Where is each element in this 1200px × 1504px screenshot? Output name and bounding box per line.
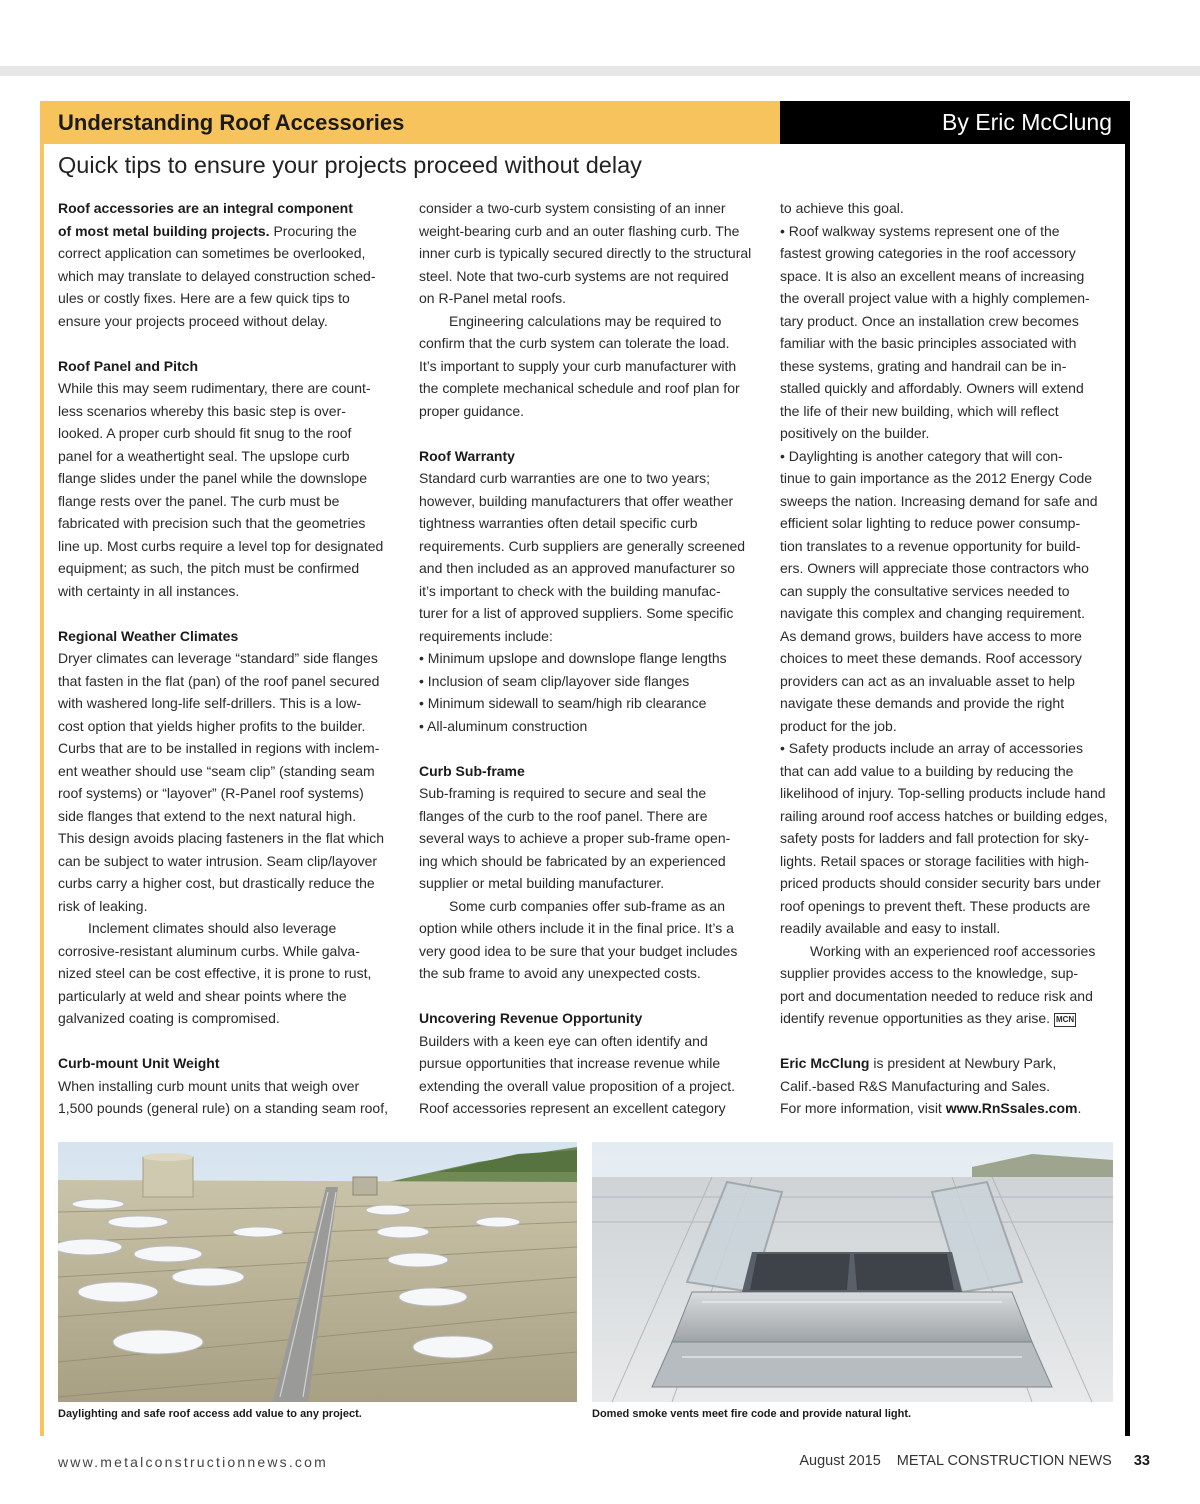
text-line: stalled quickly and affordably. Owners will extend	[780, 380, 1084, 396]
text-line: Dryer climates can leverage “standard” side flanges	[58, 650, 378, 666]
page-number: 33	[1133, 1453, 1150, 1469]
text-line: fabricated with precision such that the geometries	[58, 515, 366, 531]
frame-right-rule	[1125, 101, 1130, 1436]
text-line: sweeps the nation. Increasing demand for safe and	[780, 492, 1098, 509]
text-line: priced products should consider security bars under	[780, 875, 1101, 891]
text-line: side flanges that extend to the next natural high.	[58, 807, 357, 824]
text-line: familiar with the basic principles associated with	[780, 335, 1077, 351]
text-column-2	[419, 197, 764, 1120]
text-line: It’s important to supply your curb manufacturer with	[419, 357, 737, 374]
text-line: less scenarios whereby this basic step is over-	[58, 402, 346, 419]
section-heading: Curb-mount Unit Weight	[58, 1055, 220, 1071]
section-heading: Uncovering Revenue Opportunity	[419, 1010, 643, 1026]
text-line: can supply the consultative services needed to	[780, 582, 1070, 599]
text-line: equipment; as such, the pitch must be confirmed	[58, 560, 360, 576]
mcn-end-mark: MCN	[1054, 1013, 1076, 1027]
text-line: requirements. Curb suppliers are generally screened	[419, 537, 746, 554]
text-line: ers. Owners will appreciate those contractors who	[780, 560, 1089, 576]
text-line: curbs carry a higher cost, but drastically reduce the	[58, 875, 375, 891]
bullet-item: • Minimum upslope and downslope flange lengths	[419, 650, 727, 666]
article-subtitle: Quick tips to ensure your projects proceed without delay	[58, 152, 642, 178]
text-line: supplier or metal building manufacturer.	[419, 875, 665, 891]
text-line: flange rests over the panel. The curb must be	[58, 492, 340, 509]
text-line: roof systems) or “layover” (R-Panel roof systems)	[58, 785, 364, 801]
section-heading: Roof Warranty	[419, 447, 515, 464]
text-line: flange slides under the panel while the downslope	[58, 470, 367, 486]
footer-date: August 2015	[799, 1453, 881, 1469]
text-line: likelihood of injury. Top-selling products include hand	[780, 785, 1106, 801]
text-line: proper guidance.	[419, 402, 525, 419]
text-line: Roof accessories represent an excellent category	[419, 1100, 726, 1116]
text-line: nized steel can be cost effective, it is prone to rust,	[58, 965, 372, 981]
text-line: that fasten in the flat (pan) of the roof panel secured	[58, 672, 380, 689]
text-line: efficient solar lighting to reduce power consump-	[780, 515, 1081, 531]
text-line: supplier provides access to the knowledge, sup-	[780, 965, 1079, 981]
text-line: While this may seem rudimentary, there are count-	[58, 380, 371, 396]
bullet-item: • All-aluminum construction	[419, 717, 588, 734]
text-line: readily available and easy to install.	[780, 920, 1001, 936]
intro-line-1: Roof accessories are an integral component	[58, 200, 353, 216]
text-line: This design avoids placing fasteners in the flat which	[58, 830, 385, 846]
footer-info	[799, 1453, 1150, 1469]
text-line: confirm that the curb system can tolerate the load.	[419, 335, 730, 351]
text-line: risk of leaking.	[58, 897, 148, 914]
text-line: and then included as an approved manufacturer so	[419, 560, 735, 576]
bullet-item: • Daylighting is another category that will con-	[780, 447, 1063, 464]
text-line: these systems, grating and handrail can be in-	[780, 357, 1067, 374]
text-line: consider a two-curb system consisting of an inner	[419, 200, 726, 216]
text-column-3	[780, 197, 1125, 1120]
text-line: very good idea to be sure that your budget includes	[419, 942, 738, 959]
text-line: with washered long-life self-drillers. This is a low-	[58, 695, 362, 711]
text-line: product for the job.	[780, 717, 897, 734]
photo-daylighting-roof	[58, 1142, 577, 1402]
text-line-indented: Engineering calculations may be required to	[449, 312, 722, 329]
top-gray-bar	[0, 66, 1200, 76]
text-line: navigate this complex and changing requirement.	[780, 605, 1086, 621]
text-line: ules or costly fixes. Here are a few quick tips to	[58, 290, 350, 306]
text-line: it’s important to check with the building manufac-	[419, 582, 721, 599]
text-line: on R-Panel metal roofs.	[419, 290, 567, 306]
bullet-item: • Safety products include an array of accessories	[780, 740, 1083, 756]
text-line: tary product. Once an installation crew becomes	[780, 312, 1079, 329]
text-line: fastest growing categories in the roof accessory	[780, 245, 1076, 261]
text-line: the overall project value with a highly complemen-	[780, 290, 1090, 306]
bullet-item: • Roof walkway systems represent one of the	[780, 222, 1060, 239]
bullet-item: • Inclusion of seam clip/layover side flanges	[419, 672, 690, 689]
text-line: navigate these demands and provide the right	[780, 695, 1065, 711]
intro-line-2: of most metal building projects. Procuring the	[58, 222, 357, 239]
text-line: corrosive-resistant aluminum curbs. While galva-	[58, 942, 360, 959]
text-line: particularly at weld and shear points where the	[58, 987, 347, 1004]
text-line-indented: Working with an experienced roof accessories	[810, 942, 1096, 959]
text-line: looked. A proper curb should fit snug to the roof	[58, 425, 352, 441]
section-heading: Curb Sub-frame	[419, 762, 525, 779]
text-line: extending the overall value proposition of a project.	[419, 1077, 735, 1094]
author-bio-line-3: For more information, visit www.RnSsales.com.	[780, 1100, 1082, 1116]
text-line: ent weather should use “seam clip” (standing seam	[58, 762, 375, 779]
text-line: ensure your projects proceed without delay.	[58, 312, 328, 329]
text-line: however, building manufacturers that offer weather	[419, 492, 734, 509]
text-line: tinue to gain importance as the 2012 Energy Code	[780, 470, 1093, 486]
text-line: choices to meet these demands. Roof accessory	[780, 650, 1082, 666]
text-line: railing around roof access hatches or building edges,	[780, 807, 1108, 824]
text-line: space. It is also an excellent means of increasing	[780, 267, 1085, 284]
text-line: When installing curb mount units that weigh over	[58, 1077, 360, 1094]
text-line: port and documentation needed to reduce risk and	[780, 987, 1093, 1004]
text-line: tightness warranties often detail specific curb	[419, 515, 698, 531]
text-line: Curbs that are to be installed in regions with inclem-	[58, 740, 380, 756]
author-bio-line-1: Eric McClung is president at Newbury Park,	[780, 1055, 1057, 1071]
text-line: tion translates to a revenue opportunity for build-	[780, 537, 1081, 554]
text-line: steel. Note that two-curb systems are not required	[419, 267, 729, 284]
text-line: cost option that yields higher profits to the builder.	[58, 717, 366, 734]
text-line: safety posts for ladders and fall protection for sky-	[780, 830, 1089, 846]
text-line: providers can act as an invaluable asset to help	[780, 672, 1075, 689]
text-line: positively on the builder.	[780, 425, 930, 441]
section-heading: Regional Weather Climates	[58, 627, 239, 644]
photo-caption-1: Daylighting and safe roof access add value to any project.	[58, 1408, 362, 1420]
text-line: pursue opportunities that increase revenue while	[419, 1055, 721, 1071]
text-line: Sub-framing is required to secure and seal the	[419, 785, 707, 801]
footer-website[interactable]: www.metalconstructionnews.com	[58, 1454, 328, 1470]
footer-publication: METAL CONSTRUCTION NEWS	[896, 1453, 1112, 1469]
text-line: to achieve this goal.	[780, 200, 904, 216]
article-title: Understanding Roof Accessories	[58, 110, 405, 135]
text-line: panel for a weathertight seal. The upslope curb	[58, 447, 350, 464]
text-line: the sub frame to avoid any unexpected costs.	[419, 965, 701, 981]
text-line: turer for a list of approved suppliers. Some specific	[419, 605, 734, 621]
text-line: which may translate to delayed construction sched-	[58, 267, 376, 284]
frame-left-rule	[40, 101, 44, 1436]
bullet-item: • Minimum sidewall to seam/high rib clearance	[419, 695, 707, 711]
text-line: correct application can sometimes be overlooked,	[58, 245, 366, 261]
text-line-last: identify revenue opportunities as they arise. MCN	[780, 1010, 1075, 1026]
article-byline: By Eric McClung	[942, 109, 1112, 135]
text-line: 1,500 pounds (general rule) on a standing seam roof,	[58, 1100, 388, 1116]
text-line: galvanized coating is compromised.	[58, 1010, 280, 1026]
text-line: Builders with a keen eye can often identify and	[419, 1032, 708, 1049]
text-line: option while others include it in the final price. It’s a	[419, 920, 734, 936]
photo-smoke-vents	[592, 1142, 1113, 1402]
text-line: several ways to achieve a proper sub-frame open-	[419, 830, 731, 846]
website-link[interactable]: www.RnSsales.com	[945, 1100, 1078, 1116]
text-line: lights. Retail spaces or storage facilities with high-	[780, 852, 1089, 869]
text-line-indented: Some curb companies offer sub-frame as an	[449, 897, 725, 914]
text-line: weight-bearing curb and an outer flashing curb. The	[419, 222, 740, 239]
text-line: As demand grows, builders have access to more	[780, 627, 1082, 644]
text-line: flanges of the curb to the roof panel. There are	[419, 807, 708, 824]
text-line: Standard curb warranties are one to two years;	[419, 470, 711, 486]
author-bio-line-2: Calif.-based R&S Manufacturing and Sales.	[780, 1077, 1051, 1094]
text-column-1	[58, 197, 403, 1120]
text-line: ing which should be fabricated by an experienced	[419, 852, 726, 869]
text-line: with certainty in all instances.	[58, 582, 240, 599]
section-heading: Roof Panel and Pitch	[58, 357, 199, 374]
text-line: can be subject to water intrusion. Seam clip/layover	[58, 852, 378, 869]
text-line: the complete mechanical schedule and roof plan for	[419, 380, 740, 396]
text-line: requirements include:	[419, 627, 553, 644]
text-line: inner curb is typically secured directly to the structural	[419, 245, 752, 261]
text-line: roof openings to prevent theft. These products are	[780, 897, 1091, 914]
text-line-indented: Inclement climates should also leverage	[88, 920, 337, 936]
text-line: line up. Most curbs require a level top for designated	[58, 537, 384, 554]
text-line: that can add value to a building by reducing the	[780, 762, 1074, 779]
text-line: the life of their new building, which will reflect	[780, 402, 1059, 419]
photo-caption-2: Domed smoke vents meet fire code and provide natural light.	[592, 1408, 912, 1420]
